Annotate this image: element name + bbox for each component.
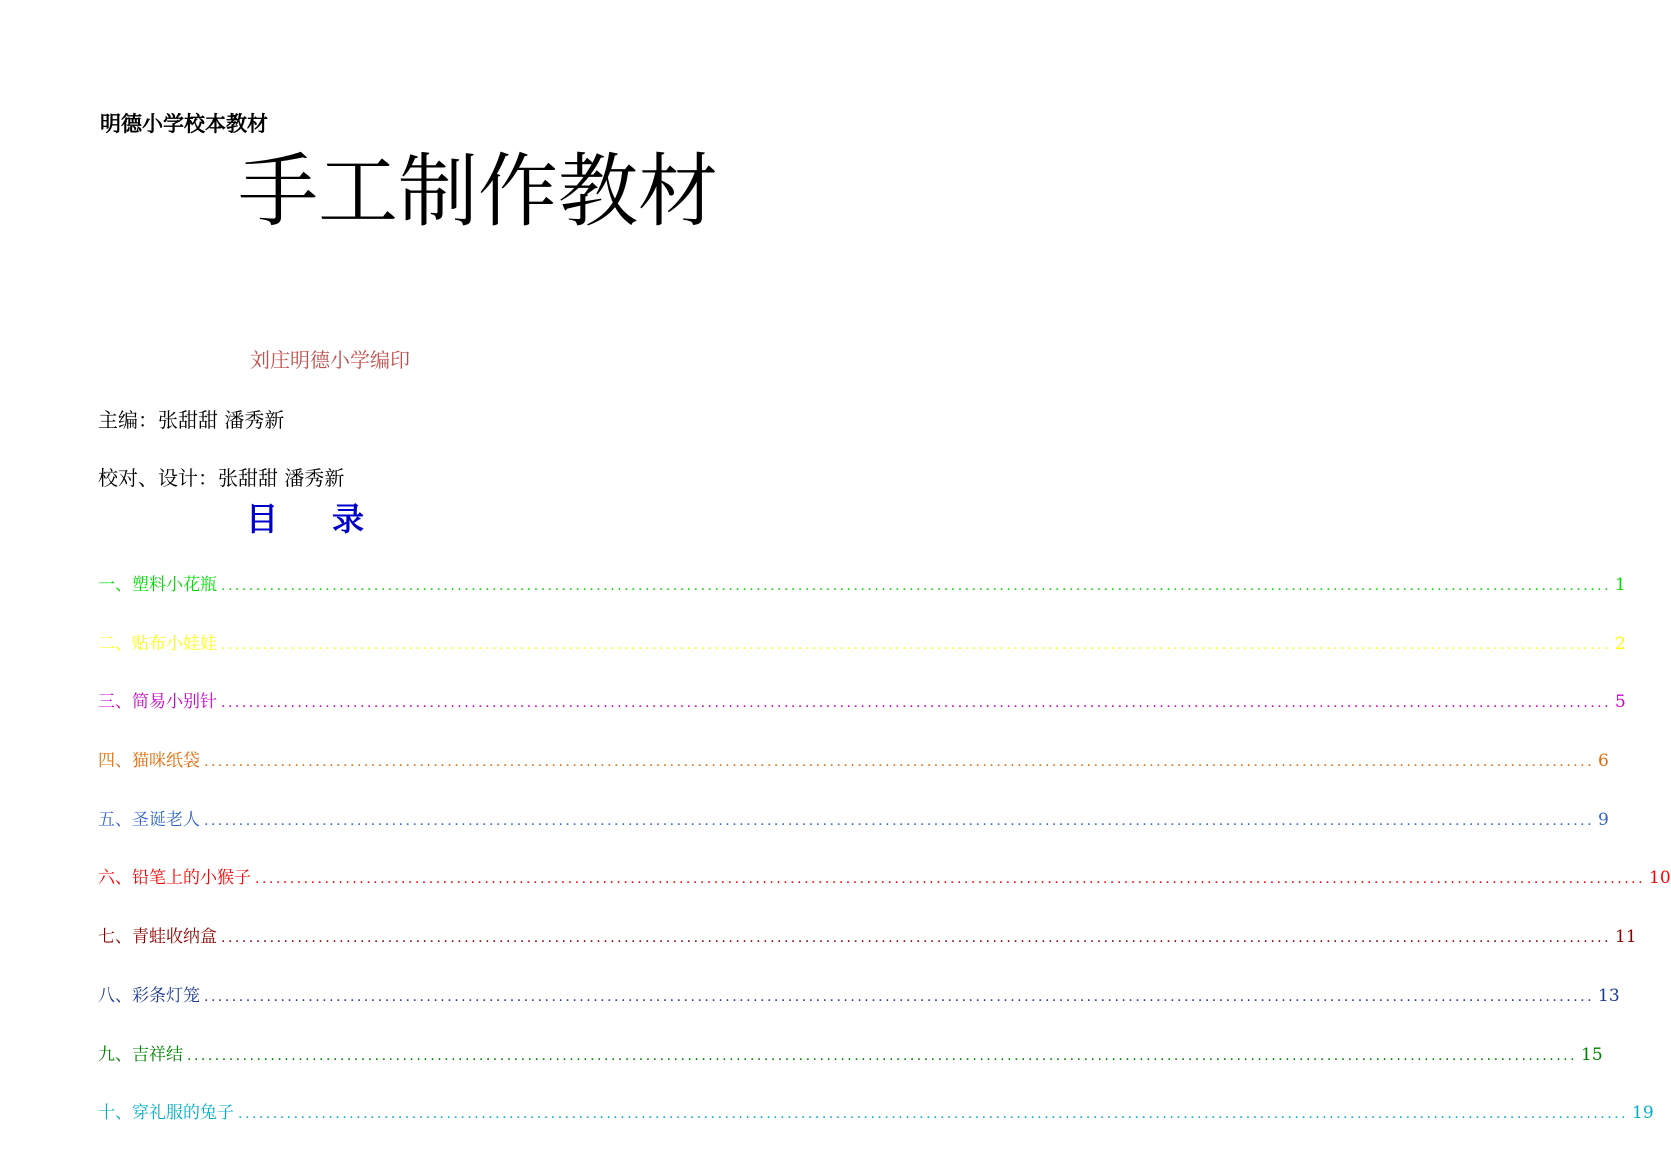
toc-item[interactable] — [98, 1040, 1603, 1099]
toc-item-page: 9 — [1598, 809, 1609, 830]
toc-item-page: 5 — [1615, 692, 1626, 713]
toc-item-page: 6 — [1598, 751, 1609, 772]
toc-item-page: 19 — [1632, 1103, 1654, 1124]
toc-leader-dots: ........................................................................................................................................................................................................ — [221, 636, 1612, 653]
toc-leader-dots: ........................................................................................................................................................................................................ — [187, 1047, 1578, 1064]
toc-item-title: 一、塑料小花瓶 — [98, 575, 217, 595]
toc-leader-dots: ........................................................................................................................................................................................................ — [238, 1106, 1629, 1123]
toc-leader-dots: ........................................................................................................................................................................................................ — [204, 812, 1595, 829]
school-line: 明德小学校本教材 — [100, 112, 268, 136]
toc-heading-left: 目 — [246, 500, 279, 538]
toc-item-title: 七、青蛙收纳盒 — [98, 927, 217, 948]
proofreading-line: 校对、设计：张甜甜 潘秀新 — [98, 466, 345, 490]
toc-item[interactable] — [98, 746, 1609, 805]
table-of-contents — [98, 570, 1671, 1157]
toc-leader-dots: ........................................................................................................................................................................................................ — [204, 988, 1595, 1005]
toc-item-page: 1 — [1615, 575, 1626, 595]
toc-item-page: 11 — [1615, 927, 1637, 948]
toc-item[interactable] — [98, 981, 1620, 1040]
toc-item-page: 13 — [1598, 985, 1620, 1006]
toc-leader-dots: ........................................................................................................................................................................................................ — [221, 930, 1612, 947]
toc-leader-dots: ........................................................................................................................................................................................................ — [221, 695, 1612, 712]
toc-item-title: 四、猫咪纸袋 — [98, 751, 200, 772]
toc-item-title: 五、圣诞老人 — [98, 809, 200, 830]
toc-item[interactable] — [98, 863, 1671, 922]
toc-item-title: 二、贴布小娃娃 — [98, 633, 217, 654]
toc-item[interactable] — [98, 1098, 1654, 1157]
toc-item[interactable] — [98, 629, 1626, 688]
toc-item-title: 八、彩条灯笼 — [98, 985, 200, 1006]
toc-item[interactable] — [98, 570, 1626, 629]
toc-item-title: 九、吉祥结 — [98, 1044, 183, 1065]
toc-item-page: 10 — [1649, 868, 1671, 889]
toc-item-title: 三、简易小别针 — [98, 692, 217, 713]
toc-item[interactable] — [98, 922, 1637, 981]
toc-leader-dots: ........................................................................................................................................................................................................ — [221, 578, 1612, 594]
toc-item[interactable] — [98, 805, 1609, 864]
editor-line: 主编：张甜甜 潘秀新 — [98, 408, 285, 432]
toc-item-page: 2 — [1615, 633, 1626, 654]
toc-leader-dots: ........................................................................................................................................................................................................ — [255, 871, 1646, 888]
publisher-line: 刘庄明德小学编印 — [250, 348, 410, 372]
main-title: 手工制作教材 — [238, 145, 718, 238]
toc-leader-dots: ........................................................................................................................................................................................................ — [204, 754, 1595, 771]
toc-item-title: 十、穿礼服的兔子 — [98, 1103, 234, 1124]
toc-heading — [246, 494, 364, 540]
toc-heading-right: 录 — [332, 500, 365, 538]
toc-item[interactable] — [98, 687, 1626, 746]
toc-item-page: 15 — [1581, 1044, 1603, 1065]
toc-item-title: 六、铅笔上的小猴子 — [98, 868, 251, 889]
